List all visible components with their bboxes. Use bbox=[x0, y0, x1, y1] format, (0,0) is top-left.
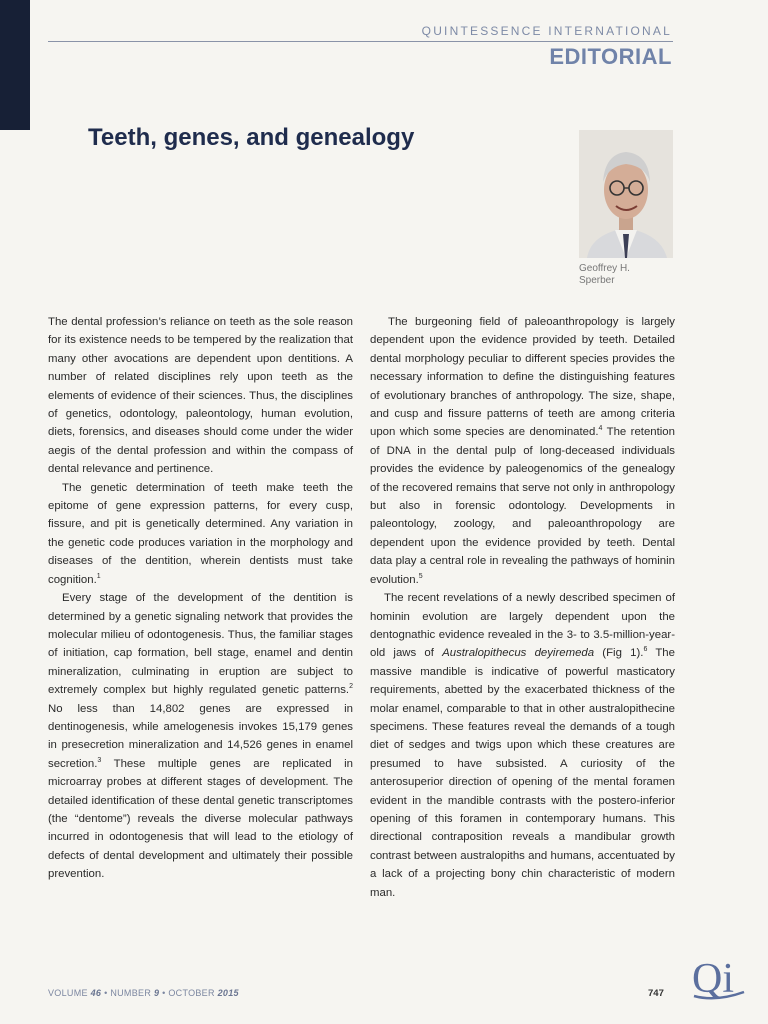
header-rule bbox=[48, 41, 673, 42]
article-title: Teeth, genes, and genealogy bbox=[88, 124, 415, 151]
author-caption-line-1: Geoffrey H. bbox=[579, 263, 630, 274]
footer-year: 2015 bbox=[217, 988, 239, 998]
body-column-right bbox=[370, 313, 675, 902]
paragraph: The dental profession’s reliance on teeth as the sole reason for its existence needs to be tempered by the realization that many other avocations are dependent upon dentitions. A number of related disciplines rely upon teeth as the elements of evidence of their sciences. Thus, the disciplines of genetics, odontology, paleontology, human evolution, diets, forensics, and diseases should come under the wider aegis of the dental profession and within the compass of dental relevance and pertinence. bbox=[48, 316, 353, 476]
footer-issue-info: VOLUME 46 • NUMBER 9 • OCTOBER 2015 bbox=[48, 988, 239, 998]
side-accent-bar bbox=[0, 0, 30, 130]
author-caption-line-2: Sperber bbox=[579, 275, 615, 286]
journal-name: QUINTESSENCE INTERNATIONAL bbox=[421, 24, 672, 38]
footer-number-label: NUMBER bbox=[110, 988, 152, 998]
author-caption bbox=[579, 263, 679, 287]
page-number: 747 bbox=[648, 988, 664, 999]
author-photo bbox=[579, 130, 673, 258]
footer-volume-label: VOLUME bbox=[48, 988, 88, 998]
logo-text: Qi bbox=[692, 956, 734, 1000]
footer-date: OCTOBER bbox=[168, 988, 215, 998]
footer-volume: 46 bbox=[90, 988, 102, 998]
paragraph: Every stage of the development of the dentition is determined by a genetic signaling network that provides the molecular milieu of odontogenesis. Thus, the familiar stages of initiation, cap formation, bell stage, enamel and dentin mineralization, culminating in eruption are subject to extremely complex but highly regulated genetic patterns.$^2$ No less than 14,802 genes are expressed in dentinogenesis, while amelogenesis invokes 15,179 genes in presecretion mineralization and 14,526 genes in enamel secretion.$^3$ These multiple genes are replicated in microarray probes at different stages of development. The detailed identification of these dental genetic transcriptomes (the “dentome”) reveals the diverse molecular pathways incurred in odontogenesis that will lead to the etiology of defects of dental development and ultimately their possible prevention. bbox=[48, 592, 353, 881]
qi-logo-icon bbox=[690, 952, 746, 1000]
paragraph: The genetic determination of teeth make teeth the epitome of gene expression patterns, for every cusp, fissure, and pit is genetically determined. Any variation in the genetic code produces variation in the morphology and diseases of the dentition, wherein dentists must take cognition.$^1$ bbox=[48, 481, 353, 586]
section-label: EDITORIAL bbox=[549, 44, 672, 69]
footer-number: 9 bbox=[153, 988, 160, 998]
paragraph: The burgeoning field of paleoanthropology is largely dependent upon the evidence provided by teeth. Detailed dental morphology peculiar to different species provides the necessary information to define the distinguishing features of evolutionary branches of anthropology. The size, shape, and cusp and fissure patterns of teeth are among criteria upon which some species are denominated.$^4$ The retention of DNA in the dental pulp of long-deceased individuals provides the evidence by paleogenomics of the genealogy of the recovered remains that serve not only in anthropology but also in forensic odontology. Developments in paleontology, zoology, and paleoanthropology are dependent upon the evidence provided by teeth. Dental data play a central role in revealing the pathways of hominin evolution.$^5$ bbox=[370, 316, 675, 586]
paragraph: The recent revelations of a newly described specimen of hominin evolution are largely dependent upon the dentognathic evidence revealed in the 3- to 3.5-million-year-old jaws of Australopithecus deyiremeda (Fig 1).$^6$ The massive mandible is indicative of powerful masticatory requirements, abetted by the exacerbated thickness of the molar enamel, comparable to that in other australopithecine specimens. These features reveal the demands of a tough diet of sedges and twigs upon which these creatures are presumed to have subsisted. A curiosity of the anterosuperior direction of opening of the mental foramen evident in the mandible contrasts with the postero-inferior opening of this foramen in contemporary humans. This directional contraposition reveals a mandibular growth contrast between australopiths and humans, accentuated by a lack of a projecting bony chin characteristic of modern man. bbox=[370, 592, 675, 899]
body-column-left bbox=[48, 313, 353, 884]
